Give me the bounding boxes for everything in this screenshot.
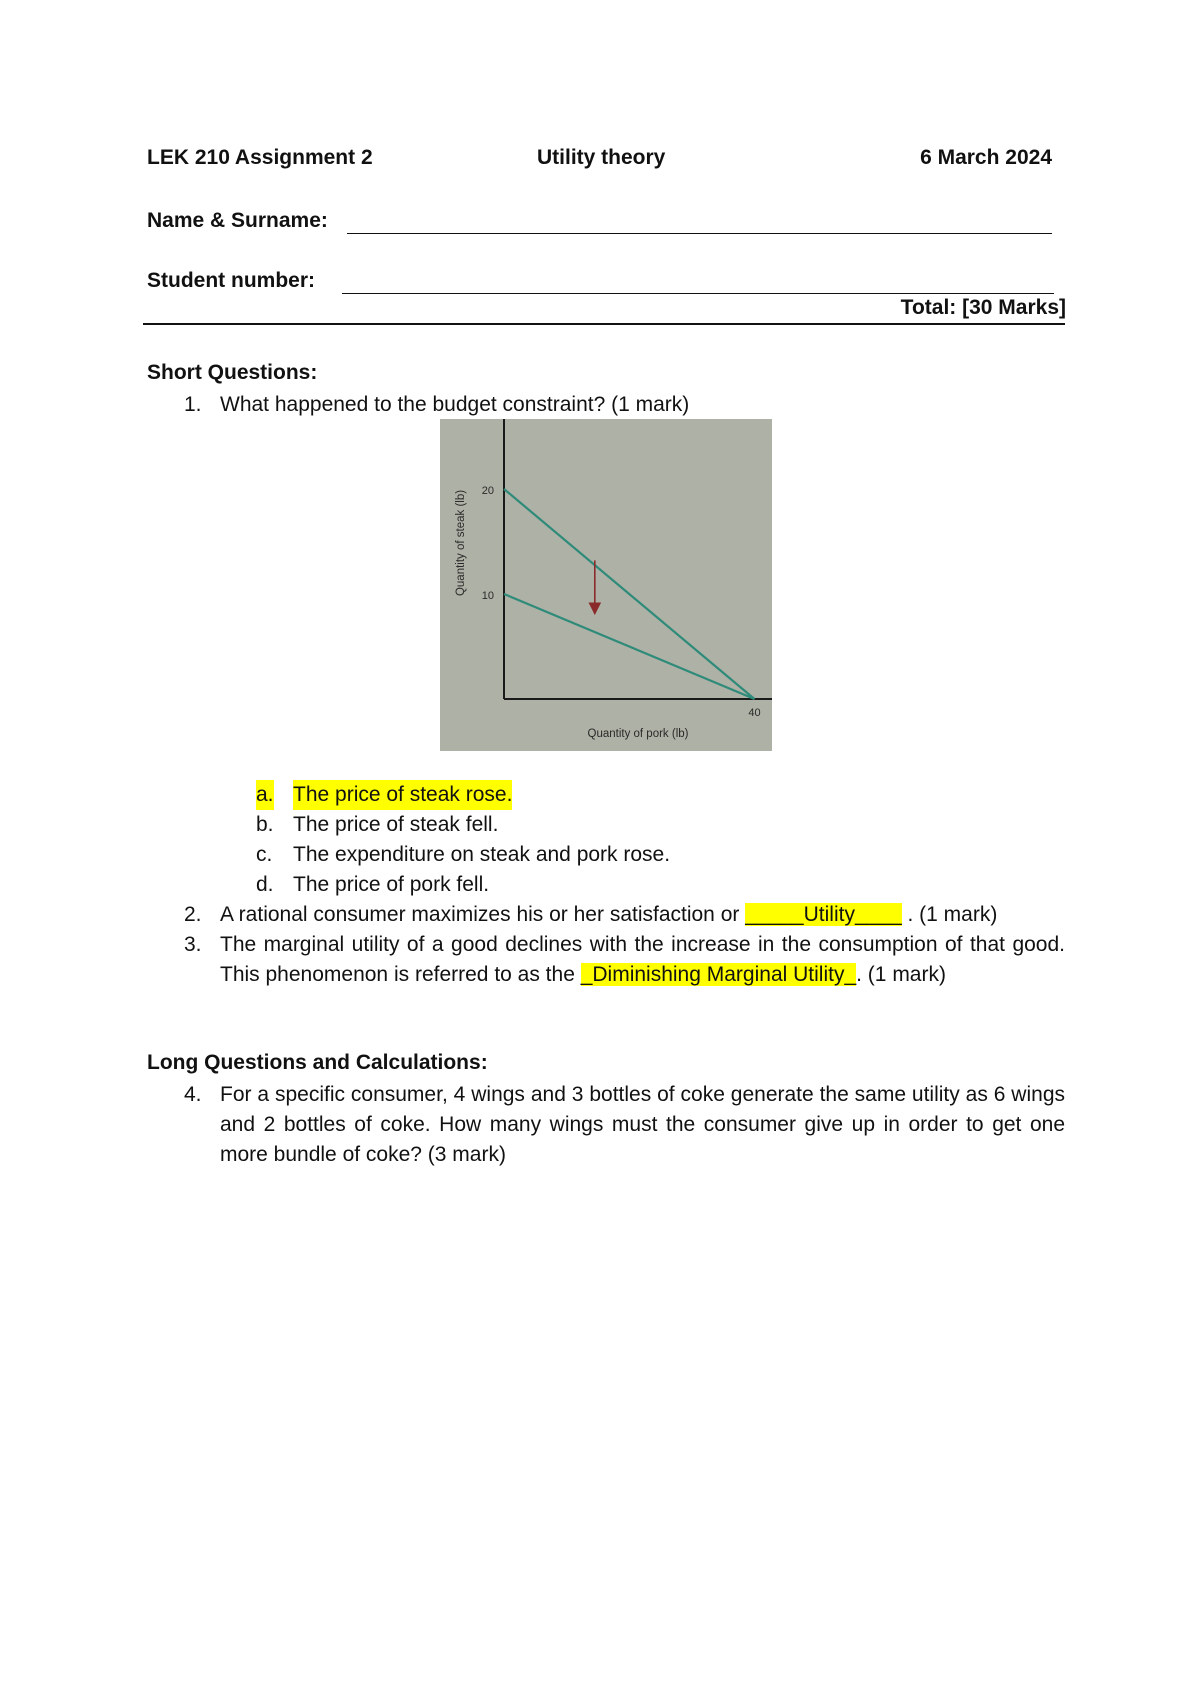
chart-background: [440, 419, 772, 751]
long-questions-title: Long Questions and Calculations:: [147, 1051, 488, 1074]
option-text: The price of steak rose.: [293, 780, 512, 810]
document-header: [147, 146, 1052, 176]
student-number-label: Student number:: [147, 269, 315, 292]
course-title: LEK 210 Assignment 2: [147, 146, 373, 169]
question-number: 2.: [184, 903, 202, 926]
question-text-after: . (1 mark): [856, 963, 946, 986]
y-axis-label: Quantity of steak (lb): [455, 489, 467, 597]
total-marks: Total: [30 Marks]: [900, 296, 1066, 319]
x-axis-label: Quantity of pork (lb): [587, 728, 689, 740]
question-number: 4.: [184, 1083, 202, 1106]
y-tick-label: 10: [481, 590, 494, 602]
option-letter: b.: [256, 813, 274, 836]
topic-title: Utility theory: [537, 146, 666, 169]
question-text: What happened to the budget constraint? (1 mark): [220, 393, 690, 416]
x-tick-label: 40: [748, 707, 761, 719]
student-number-field: [147, 269, 315, 293]
answer-blank[interactable]: _____Utility____: [745, 903, 902, 926]
answer-blank[interactable]: _Diminishing Marginal Utility_: [580, 963, 857, 986]
option-text: The price of pork fell.: [293, 873, 490, 896]
short-questions-title: Short Questions:: [147, 361, 318, 384]
student-number-blank-line[interactable]: [342, 293, 1054, 294]
option-letter: d.: [256, 873, 274, 896]
question-text-after: . (1 mark): [901, 903, 998, 926]
assignment-date: 6 March 2024: [920, 146, 1052, 169]
question-text: [220, 930, 1065, 990]
option-letter: c.: [256, 843, 273, 866]
option-text: The price of steak fell.: [293, 813, 499, 836]
name-blank-line[interactable]: [347, 233, 1052, 234]
question-text-before: The marginal utility of a good declines with the increase in the consumption of that good. This phenomenon is referred to as the: [220, 933, 1065, 986]
budget-constraint-chart: [440, 419, 772, 751]
option-letter: a.: [256, 780, 274, 810]
question-text: For a specific consumer, 4 wings and 3 bottles of coke generate the same utility as 6 wings and 2 bottles of coke. How many wings must the consumer give up in order to get one more bundle of coke? (3 mark): [220, 1083, 1065, 1166]
question-number: 1.: [184, 393, 202, 416]
question-text-before: A rational consumer maximizes his or her satisfaction or: [220, 903, 746, 926]
name-field: [147, 209, 328, 233]
y-tick-label: 20: [481, 485, 494, 497]
header-divider: [143, 323, 1065, 325]
option-text: The expenditure on steak and pork rose.: [293, 843, 671, 866]
name-label: Name & Surname:: [147, 209, 328, 232]
question-text: [220, 900, 1065, 930]
question-number: 3.: [184, 933, 202, 956]
